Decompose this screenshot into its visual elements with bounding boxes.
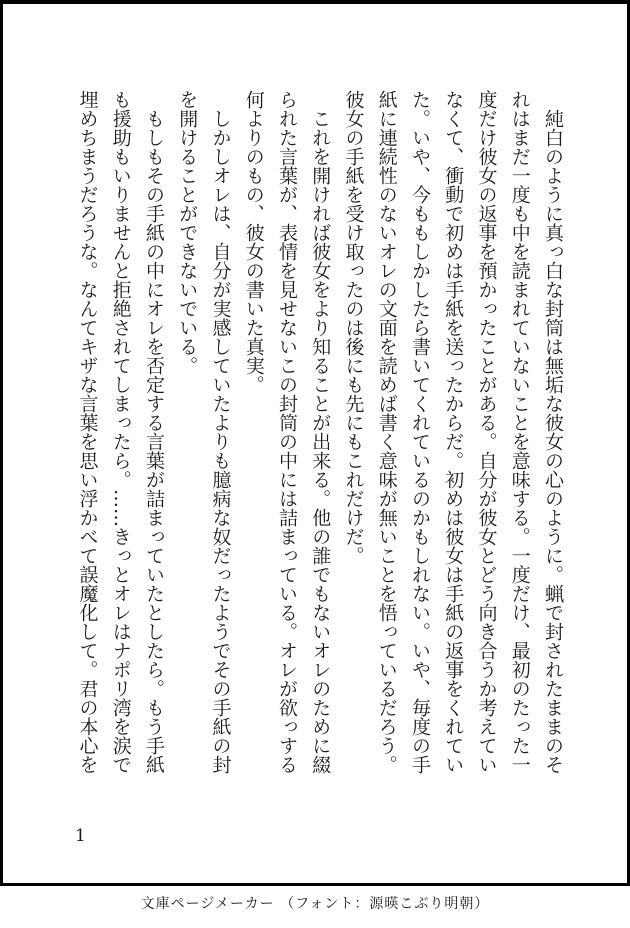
text-column: 何よりのもの、彼女の書いた真実。 [242, 90, 265, 394]
text-column: もしもその手紙の中にオレを否定する言葉が詰まっていたとしたら。もう手紙 [143, 90, 165, 774]
text-column: た。いや、今ももしかしたら書いてくれているのかもしれない。いや、毎度の手 [409, 90, 431, 774]
text-column: 度だけ彼女の返事を預かったことがある。自分が彼女とどう向き合うか考えてい [475, 90, 498, 774]
vertical-body-text [70, 90, 569, 782]
text-column: 純白のように真っ白な封筒は無垢な彼女の心のように。蝋で封されたままのそ [542, 90, 564, 774]
text-column: 埋めちまうだろうな。なんてキザな言葉を思い浮かべて誤魔化して。君の本心を [76, 90, 99, 774]
page-number: 1 [75, 826, 86, 846]
footer-caption: 文庫ページメーカー （フォント：源暎こぶり明朝） [140, 896, 490, 912]
text-column: しかしオレは、自分が実感していたよりも臆病な奴だったようでその手紙の封 [209, 90, 232, 774]
text-column: も援助もいりませんと拒絶されてしまったら。……きっとオレはナポリ湾を涙で [109, 90, 132, 774]
text-column: これを開ければ彼女をより知ることが出来る。他の誰でもないオレのために綴 [309, 90, 332, 774]
text-column: 彼女の手紙を受け取ったのは後にも先にもこれだけだ。 [342, 90, 365, 565]
text-column: 紙に連続性のないオレの文面を読めば書く意味が無いことを悟っているだろう。 [375, 90, 398, 774]
text-column: なくて、衝動で初めは手紙を送ったからだ。初めは彼女は手紙の返事をくれてい [442, 90, 465, 774]
text-column: られた言葉が、表情を見せないこの封筒の中には詰まっている。オレが欲っする [276, 90, 298, 774]
text-column: れはまだ一度も中を読まれていないことを意味する。一度だけ、最初のたった一 [508, 90, 531, 774]
text-column: を開けることができないでいる。 [176, 90, 199, 375]
